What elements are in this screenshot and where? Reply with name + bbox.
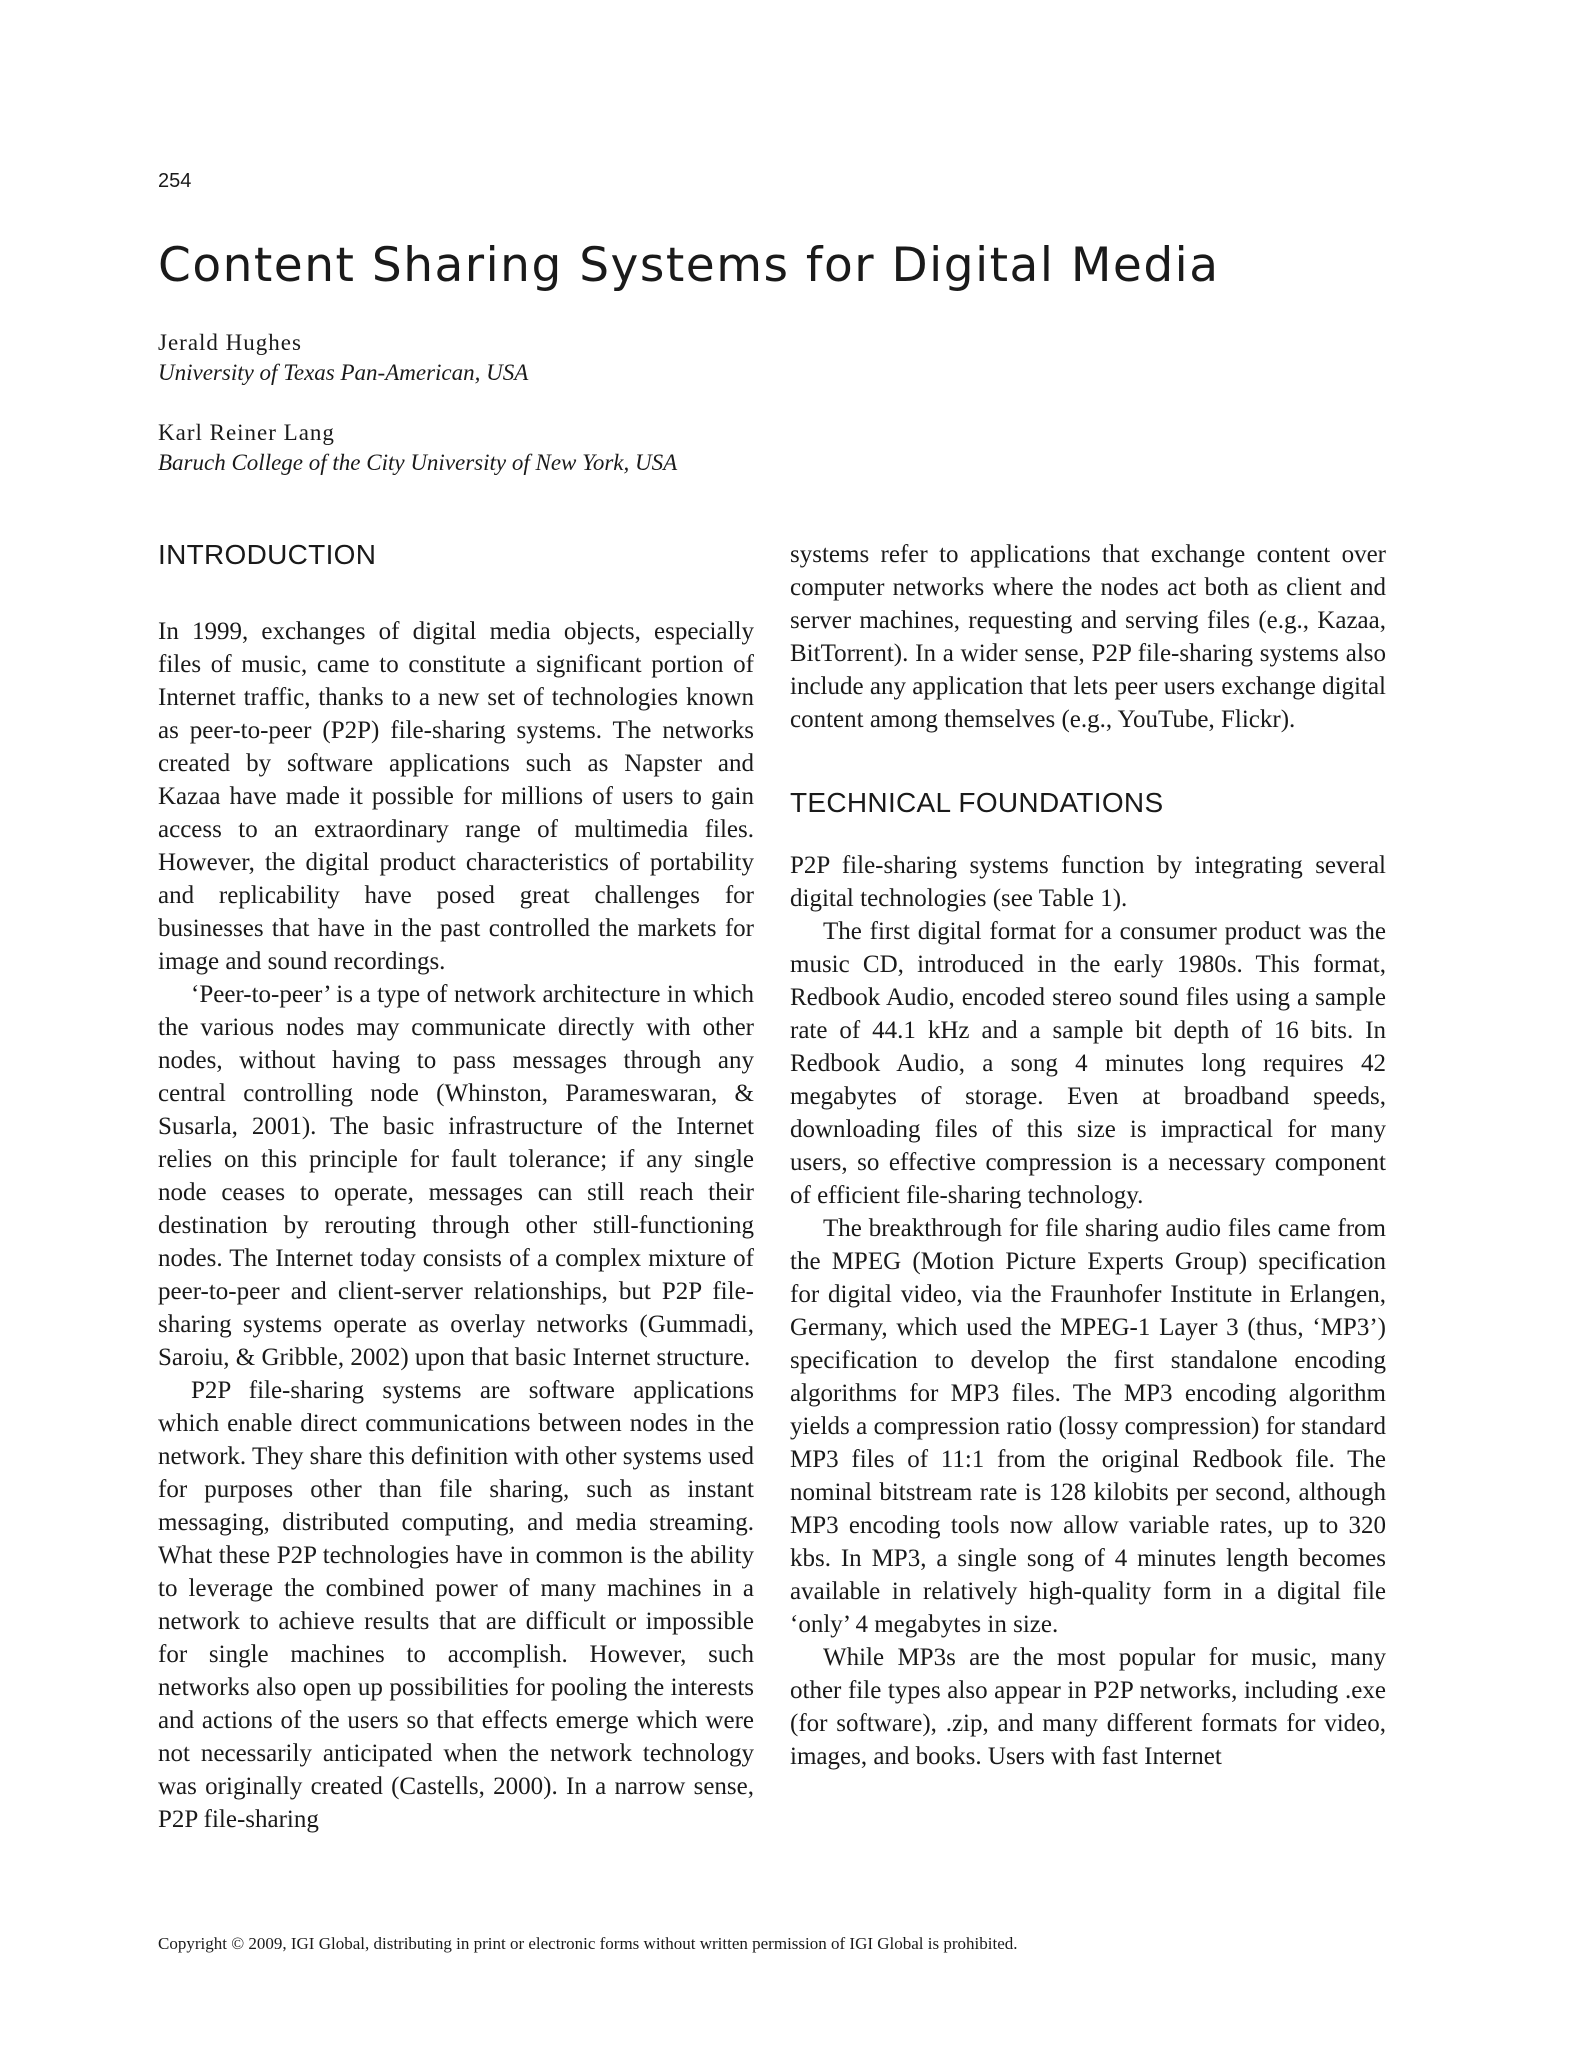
author-affiliation: Baruch College of the City University of New York, USA	[158, 450, 678, 475]
left-column	[158, 538, 754, 1836]
tech-paragraph-4: While MP3s are the most popular for music, many other file types also appear in P2P networks, including .exe (for software), .zip, and many different formats for video, images, and books. Users with fast Internet	[790, 1644, 1386, 1770]
tech-paragraph-1: P2P file-sharing systems function by integrating several digital technologies (see Table 1).	[790, 852, 1386, 912]
intro-continuation: systems refer to applications that exchange content over computer networks where the nodes act both as client and server machines, requesting and serving files (e.g., Kazaa, BitTorrent). In a wider sense, P2P file-sharing systems also include any application that lets peer users exchange digital content among themselves (e.g., YouTube, Flickr).	[790, 541, 1386, 733]
author-affiliation: University of Texas Pan-American, USA	[158, 360, 529, 385]
intro-paragraph-1: In 1999, exchanges of digital media objects, especially files of music, came to constitute a significant portion of Internet traffic, thanks to a new set of technologies known as peer-to-peer (P2P) file-sharing systems. The networks created by software applications such as Napster and Kazaa have made it possible for millions of users to gain access to an extraordinary range of multimedia files. However, the digital product characteristics of portability and replicability have posed great challenges for businesses that have in the past controlled the markets for image and sound recordings.	[158, 618, 754, 975]
intro-paragraph-3: P2P file-sharing systems are software applications which enable direct communications between nodes in the network. They share this definition with other systems used for purposes other than file sharing, such as instant messaging, distributed computing, and media streaming. What these P2P technologies have in common is the ability to leverage the combined power of many machines in a network to achieve results that are difficult or impossible for single machines to accomplish. However, such networks also open up possibilities for pooling the interests and actions of the users so that effects emerge which were not necessarily anticipated when the network technology was originally created (Castells, 2000). In a narrow sense, P2P file-sharing	[158, 1377, 754, 1833]
tech-paragraph-3: The breakthrough for file sharing audio files came from the MPEG (Motion Picture Experts Group) specification for digital video, via the Fraunhofer Institute in Erlangen, Germany, which used the MPEG-1 Layer 3 (thus, ‘MP3’) specification to develop the first standalone encoding algorithms for MP3 files. The MP3 encoding algorithm yields a compression ratio (lossy compression) for standard MP3 files of 11:1 from the original Redbook file. The nominal bitstream rate is 128 kilobits per second, although MP3 encoding tools now allow variable rates, up to 320 kbs. In MP3, a single song of 4 minutes length becomes available in relatively high-quality form in a digital file ‘only’ 4 megabytes in size.	[790, 1215, 1386, 1638]
tech-paragraph-2: The first digital format for a consumer product was the music CD, introduced in the early 1980s. This format, Redbook Audio, encoded stereo sound files using a sample rate of 44.1 kHz and a sample bit depth of 16 bits. In Redbook Audio, a song 4 minutes long requires 42 megabytes of storage. Even at broadband speeds, downloading files of this size is impractical for many users, so effective compression is a necessary component of efficient file-sharing technology.	[790, 918, 1386, 1209]
author-name: Jerald Hughes	[158, 330, 302, 355]
section-heading-introduction: INTRODUCTION	[158, 539, 377, 570]
author-name: Karl Reiner Lang	[158, 420, 335, 445]
page-number: 254	[158, 170, 192, 192]
right-column	[790, 538, 1386, 1773]
copyright-footer: Copyright © 2009, IGI Global, distributing in print or electronic forms without written permission of IGI Global is prohibited.	[158, 1934, 1018, 1953]
intro-paragraph-2: ‘Peer-to-peer’ is a type of network architecture in which the various nodes may communicate directly with other nodes, without having to pass messages through any central controlling node (Whinston, Parameswaran, & Susarla, 2001). The basic infrastructure of the Internet relies on this principle for fault tolerance; if any single node ceases to operate, messages can still reach their destination by rerouting through other still-functioning nodes. The Internet today consists of a complex mixture of peer-to-peer and client-server relationships, but P2P file-sharing systems operate as overlay networks (Gummadi, Saroiu, & Gribble, 2002) upon that basic Internet structure.	[158, 981, 754, 1371]
author-block-1	[158, 328, 528, 388]
article-title: Content Sharing Systems for Digital Media	[158, 238, 1220, 293]
section-heading-technical-foundations: TECHNICAL FOUNDATIONS	[790, 787, 1164, 818]
author-block-2	[158, 418, 677, 478]
